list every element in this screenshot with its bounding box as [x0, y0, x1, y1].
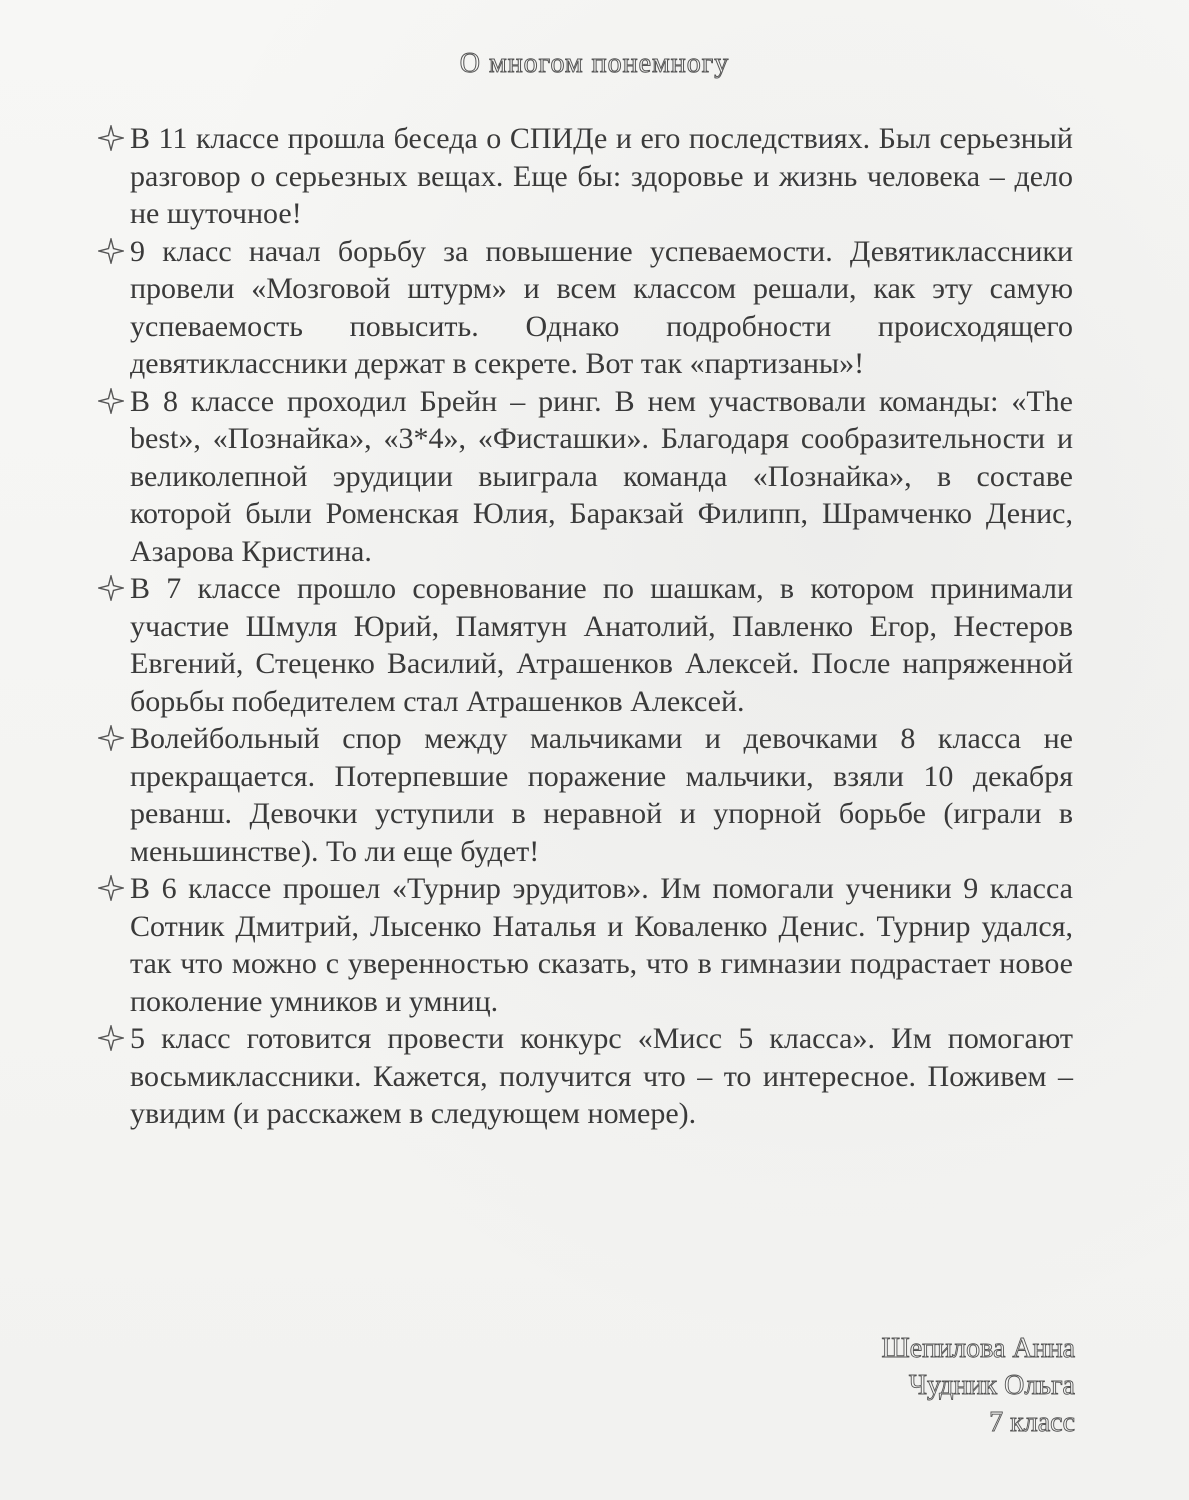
- news-item-text: 9 класс начал борьбу за повышение успеваемости. Девятиклассники провели «Мозговой штурм» и всем классом решали, как эту самую успеваемость повысить. Однако подробности происходящего девятиклассники держат в секрете. Вот так «партизаны»!: [130, 234, 1073, 380]
- news-item: [98, 120, 1073, 233]
- four-point-star-icon: [98, 875, 124, 901]
- news-item-text: В 8 классе проходил Брейн – ринг. В нем участвовали команды: «The best», «Познайка», «3*4», «Фисташки». Благодаря сообразительности и великолепной эрудиции выиграла команда «Познайка», в составе которой были Роменская Юлия, Баракзай Филипп, Шрамченко Денис, Азарова Кристина.: [130, 384, 1073, 568]
- news-item-text: Волейбольный спор между мальчиками и девочками 8 класса не прекращается. Потерпевшие поражение мальчики, взяли 10 декабря реванш. Девочки уступили в неравной и упорной борьбе (играли в меньшинстве). То ли еще будет!: [130, 722, 1073, 868]
- news-item: [98, 570, 1073, 720]
- news-item-text: В 6 классе прошел «Турнир эрудитов». Им помогали ученики 9 класса Сотник Дмитрий, Лысенко Наталья и Коваленко Денис. Турнир удался, так что можно с уверенностью сказать, что в гимназии подрастает новое поколение умников и умниц.: [130, 872, 1073, 1018]
- news-item-text: В 7 классе прошло соревнование по шашкам, в котором принимали участие Шмуля Юрий, Памятун Анатолий, Павленко Егор, Нестеров Евгений, Стеценко Василий, Атрашенков Алексей. После напряженной борьбы победителем стал Атрашенков Алексей.: [130, 572, 1073, 718]
- four-point-star-icon: [98, 125, 124, 151]
- news-list: [98, 120, 1073, 1133]
- author-name: Чудник Ольга: [908, 1370, 1075, 1401]
- four-point-star-icon: [98, 575, 124, 601]
- four-point-star-icon: [98, 388, 124, 414]
- news-item-text: В 11 классе прошла беседа о СПИДе и его последствиях. Был серьезный разговор о серьезных вещах. Еще бы: здоровье и жизнь человека – дело не шуточное!: [130, 122, 1073, 230]
- news-item: [98, 720, 1073, 870]
- news-item: [98, 233, 1073, 383]
- author-class: 7 класс: [989, 1407, 1075, 1438]
- news-item: [98, 870, 1073, 1020]
- author-name: Шепилова Анна: [881, 1333, 1075, 1364]
- news-item: [98, 1020, 1073, 1133]
- page-title: О многом понемногу: [459, 48, 730, 79]
- four-point-star-icon: [98, 725, 124, 751]
- four-point-star-icon: [98, 238, 124, 264]
- signature-block: [881, 1330, 1075, 1441]
- four-point-star-icon: [98, 1025, 124, 1051]
- news-item: [98, 383, 1073, 571]
- news-item-text: 5 класс готовится провести конкурс «Мисс 5 класса». Им помогают восьмиклассники. Кажется, получится что – то интересное. Поживем – увидим (и расскажем в следующем номере).: [130, 1022, 1073, 1130]
